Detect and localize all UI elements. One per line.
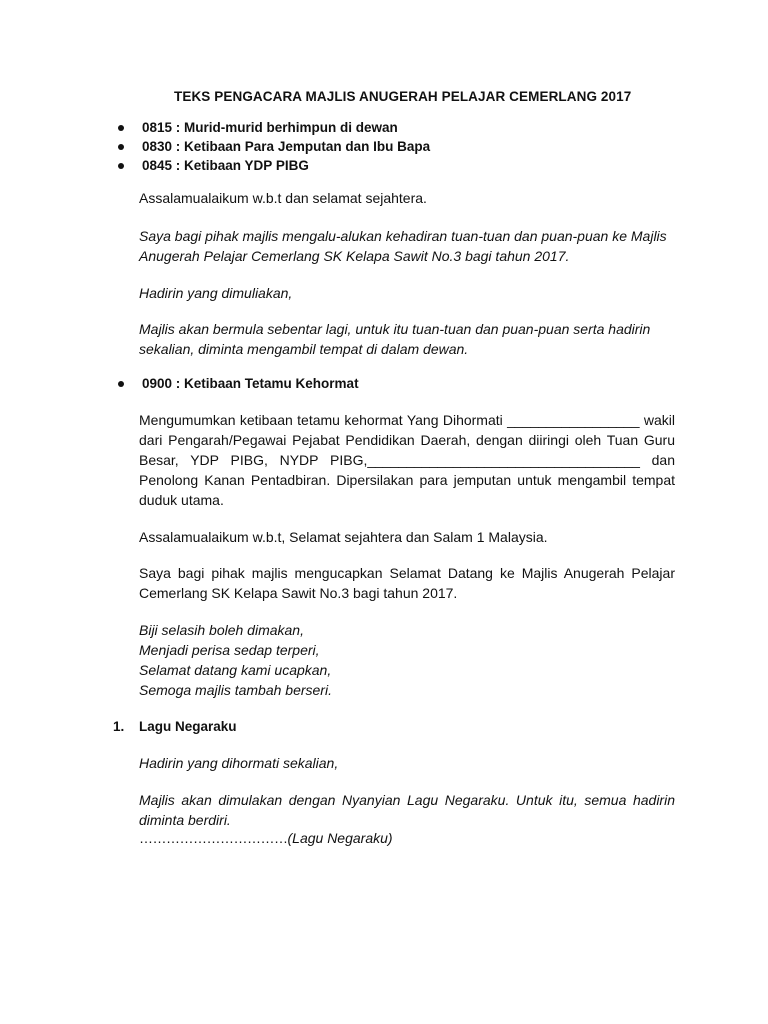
dotted-leader: …………………………… (139, 830, 288, 846)
schedule-list (115, 118, 430, 175)
list-item: 0815 : Murid-murid berhimpun di dewan (115, 118, 430, 137)
greeting-paragraph: Assalamualaikum w.b.t dan selamat sejahtera. (139, 190, 427, 206)
schedule-list-2 (115, 374, 359, 393)
address-paragraph: Hadirin yang dimuliakan, (139, 285, 293, 301)
pantun-line: Biji selasih boleh dimakan, (139, 622, 304, 638)
pantun-line: Semoga majlis tambah berseri. (139, 682, 332, 698)
vip-arrival-paragraph: Mengumumkan ketibaan tetamu kehormat Yang Dihormati _________________ wakil dari Pengarah/Pegawai Pejabat Pendidikan Daerah, dengan diiringi oleh Tuan Guru Besar, YDP PIBG, NYDP PIBG,___________________________________ dan Penolong Kanan Pentadbiran. Dipersilakan para jemputan untuk mengambil tempat duduk utama. (139, 412, 675, 508)
start-paragraph: Majlis akan bermula sebentar lagi, untuk itu tuan-tuan dan puan-puan serta hadirin sekalian, diminta mengambil tempat di dalam dewan. (139, 321, 651, 357)
pantun-line: Menjadi perisa sedap terperi, (139, 642, 320, 658)
salam-paragraph: Assalamualaikum w.b.t, Selamat sejahtera dan Salam 1 Malaysia. (139, 529, 548, 545)
bullet-icon (118, 163, 124, 169)
section-title: Lagu Negaraku (139, 719, 237, 734)
welcome-paragraph: Saya bagi pihak majlis mengalu-alukan kehadiran tuan-tuan dan puan-puan ke Majlis Anugerah Pelajar Cemerlang SK Kelapa Sawit No.3 bagi tahun 2017. (139, 228, 667, 264)
list-item: 0900 : Ketibaan Tetamu Kehormat (115, 374, 359, 393)
bullet-icon (118, 381, 124, 387)
section-heading (113, 719, 237, 734)
section-number: 1. (113, 719, 125, 734)
pantun-block (139, 620, 675, 700)
list-item: 0845 : Ketibaan YDP PIBG (115, 156, 430, 175)
list-item: 0830 : Ketibaan Para Jemputan dan Ibu Bapa (115, 137, 430, 156)
bullet-icon (118, 125, 124, 131)
anthem-cue (139, 828, 675, 848)
bullet-icon (118, 144, 124, 150)
pantun-line: Selamat datang kami ucapkan, (139, 662, 332, 678)
anthem-address-paragraph: Hadirin yang dihormati sekalian, (139, 755, 339, 771)
welcome-paragraph-2: Saya bagi pihak majlis mengucapkan Selamat Datang ke Majlis Anugerah Pelajar Cemerlang SK Kelapa Sawit No.3 bagi tahun 2017. (139, 565, 675, 601)
anthem-cue-label: (Lagu Negaraku) (287, 830, 393, 846)
document-title: TEKS PENGACARA MAJLIS ANUGERAH PELAJAR CEMERLANG 2017 (174, 89, 632, 104)
anthem-paragraph: Majlis akan dimulakan dengan Nyanyian Lagu Negaraku. Untuk itu, semua hadirin diminta berdiri. (139, 792, 675, 828)
